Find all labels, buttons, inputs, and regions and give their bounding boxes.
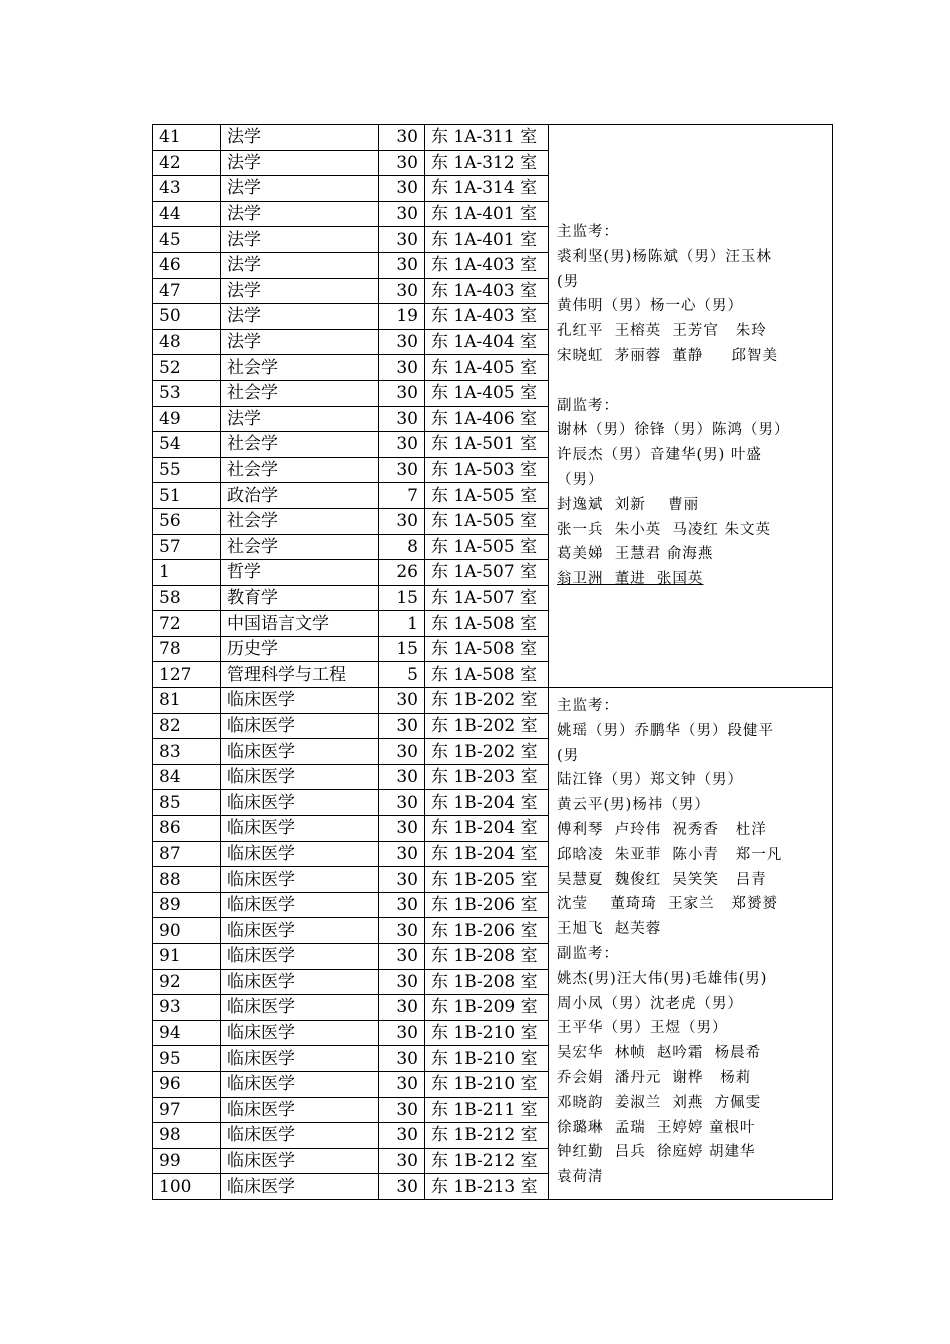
class-number-cell: 98 <box>153 1123 221 1149</box>
student-count-cell: 30 <box>379 432 425 458</box>
exam-room-cell: 东 1A-507 室 <box>425 560 549 586</box>
proctor-names-line: 陆江锋（男）郑文钟（男） <box>557 772 743 789</box>
class-number-cell: 96 <box>153 1071 221 1097</box>
student-count-cell: 30 <box>379 1071 425 1097</box>
student-count-cell: 30 <box>379 995 425 1021</box>
exam-room-cell: 东 1A-406 室 <box>425 406 549 432</box>
major-cell: 临床医学 <box>221 944 379 970</box>
major-cell: 哲学 <box>221 560 379 586</box>
exam-room-cell: 东 1A-508 室 <box>425 662 549 688</box>
student-count-cell: 30 <box>379 176 425 202</box>
exam-room-cell: 东 1B-208 室 <box>425 944 549 970</box>
student-count-cell: 30 <box>379 944 425 970</box>
student-count-cell: 30 <box>379 764 425 790</box>
major-cell: 法学 <box>221 201 379 227</box>
exam-room-cell: 东 1A-405 室 <box>425 355 549 381</box>
proctor-names-line: 张一兵 朱小英 马凌红 朱文英 <box>557 521 772 538</box>
class-number-cell: 1 <box>153 560 221 586</box>
proctor-names-line: 孔红平 王榕英 王芳官 朱玲 <box>557 323 767 340</box>
student-count-cell: 26 <box>379 560 425 586</box>
class-number-cell: 78 <box>153 636 221 662</box>
exam-room-cell: 东 1A-311 室 <box>425 125 549 151</box>
student-count-cell: 30 <box>379 1020 425 1046</box>
student-count-cell: 15 <box>379 585 425 611</box>
proctor-names-line: 周小凤（男）沈老虎（男） <box>557 995 743 1012</box>
class-number-cell: 47 <box>153 278 221 304</box>
exam-room-cell: 东 1B-204 室 <box>425 790 549 816</box>
class-number-cell: 72 <box>153 611 221 637</box>
major-cell: 法学 <box>221 125 379 151</box>
proctor-names-line: 傅利琴 卢玲伟 祝秀香 杜洋 <box>557 822 767 839</box>
major-cell: 社会学 <box>221 457 379 483</box>
major-cell: 政治学 <box>221 483 379 509</box>
class-number-cell: 89 <box>153 892 221 918</box>
major-cell: 临床医学 <box>221 1123 379 1149</box>
major-cell: 临床医学 <box>221 1097 379 1123</box>
student-count-cell: 30 <box>379 892 425 918</box>
proctor-names-line: 许辰杰（男）音建华(男) 叶盛 <box>557 447 762 464</box>
class-number-cell: 94 <box>153 1020 221 1046</box>
proctor-names-line: 宋晓虹 茅丽蓉 董静 邱智美 <box>557 348 778 365</box>
student-count-cell: 30 <box>379 1046 425 1072</box>
major-cell: 临床医学 <box>221 995 379 1021</box>
exam-room-cell: 东 1A-405 室 <box>425 380 549 406</box>
class-number-cell: 51 <box>153 483 221 509</box>
student-count-cell: 30 <box>379 739 425 765</box>
exam-room-cell: 东 1B-204 室 <box>425 816 549 842</box>
major-cell: 临床医学 <box>221 867 379 893</box>
major-cell: 法学 <box>221 252 379 278</box>
major-cell: 法学 <box>221 150 379 176</box>
exam-room-cell: 东 1A-404 室 <box>425 329 549 355</box>
exam-room-cell: 东 1A-505 室 <box>425 508 549 534</box>
exam-room-cell: 东 1A-508 室 <box>425 611 549 637</box>
major-cell: 社会学 <box>221 380 379 406</box>
exam-room-cell: 东 1A-503 室 <box>425 457 549 483</box>
exam-room-table <box>152 124 833 1200</box>
class-number-cell: 57 <box>153 534 221 560</box>
class-number-cell: 46 <box>153 252 221 278</box>
student-count-cell: 30 <box>379 227 425 253</box>
student-count-cell: 7 <box>379 483 425 509</box>
student-count-cell: 30 <box>379 508 425 534</box>
major-cell: 法学 <box>221 304 379 330</box>
major-cell: 社会学 <box>221 534 379 560</box>
class-number-cell: 43 <box>153 176 221 202</box>
exam-room-cell: 东 1A-403 室 <box>425 278 549 304</box>
exam-room-cell: 东 1A-403 室 <box>425 304 549 330</box>
exam-room-cell: 东 1B-208 室 <box>425 969 549 995</box>
proctor-role-heading: 副监考： <box>557 397 619 414</box>
exam-room-cell: 东 1B-204 室 <box>425 841 549 867</box>
proctor-names-line: 姚杰(男)汪大伟(男)毛雄伟(男) <box>557 970 768 987</box>
major-cell: 管理科学与工程 <box>221 662 379 688</box>
major-cell: 法学 <box>221 176 379 202</box>
exam-room-cell: 东 1A-312 室 <box>425 150 549 176</box>
major-cell: 法学 <box>221 406 379 432</box>
class-number-cell: 92 <box>153 969 221 995</box>
major-cell: 临床医学 <box>221 764 379 790</box>
table-row <box>153 688 833 714</box>
student-count-cell: 30 <box>379 1123 425 1149</box>
class-number-cell: 86 <box>153 816 221 842</box>
class-number-cell: 44 <box>153 201 221 227</box>
major-cell: 教育学 <box>221 585 379 611</box>
major-cell: 中国语言文学 <box>221 611 379 637</box>
class-number-cell: 91 <box>153 944 221 970</box>
student-count-cell: 30 <box>379 278 425 304</box>
student-count-cell: 30 <box>379 790 425 816</box>
class-number-cell: 55 <box>153 457 221 483</box>
major-cell: 临床医学 <box>221 1046 379 1072</box>
exam-room-cell: 东 1B-202 室 <box>425 713 549 739</box>
major-cell: 临床医学 <box>221 969 379 995</box>
student-count-cell: 30 <box>379 688 425 714</box>
proctor-names-line: (男 <box>557 273 580 290</box>
major-cell: 社会学 <box>221 508 379 534</box>
proctor-names-line: 王旭飞 赵芙蓉 <box>557 921 662 938</box>
proctor-names-line: 王平华（男）王煜（男） <box>557 1020 728 1037</box>
class-number-cell: 52 <box>153 355 221 381</box>
student-count-cell: 30 <box>379 252 425 278</box>
proctor-names-line: （男） <box>557 472 604 489</box>
exam-room-cell: 东 1A-403 室 <box>425 252 549 278</box>
class-number-cell: 81 <box>153 688 221 714</box>
class-number-cell: 88 <box>153 867 221 893</box>
student-count-cell: 30 <box>379 329 425 355</box>
student-count-cell: 30 <box>379 150 425 176</box>
student-count-cell: 5 <box>379 662 425 688</box>
student-count-cell: 30 <box>379 1097 425 1123</box>
proctor-names-line: 黄云平(男)杨祎（男） <box>557 797 710 814</box>
major-cell: 历史学 <box>221 636 379 662</box>
exam-room-cell: 东 1A-401 室 <box>425 201 549 227</box>
proctor-names-line: 裘利坚(男)杨陈斌（男）汪玉林 <box>557 248 772 265</box>
major-cell: 临床医学 <box>221 1071 379 1097</box>
proctor-names-line: 邓晓韵 姜淑兰 刘燕 方佩雯 <box>557 1094 762 1111</box>
exam-room-cell: 东 1A-505 室 <box>425 483 549 509</box>
class-number-cell: 99 <box>153 1148 221 1174</box>
class-number-cell: 58 <box>153 585 221 611</box>
exam-room-cell: 东 1A-505 室 <box>425 534 549 560</box>
exam-room-cell: 东 1A-314 室 <box>425 176 549 202</box>
major-cell: 临床医学 <box>221 841 379 867</box>
proctor-role-heading: 主监考： <box>557 698 619 715</box>
table-row <box>153 125 833 151</box>
major-cell: 临床医学 <box>221 790 379 816</box>
student-count-cell: 19 <box>379 304 425 330</box>
proctor-names-line: 邱晗凌 朱亚菲 陈小青 郑一凡 <box>557 846 783 863</box>
class-number-cell: 84 <box>153 764 221 790</box>
class-number-cell: 93 <box>153 995 221 1021</box>
class-number-cell: 50 <box>153 304 221 330</box>
proctor-names-line: 钟红勤 吕兵 徐庭婷 胡建华 <box>557 1144 756 1161</box>
class-number-cell: 54 <box>153 432 221 458</box>
major-cell: 临床医学 <box>221 1148 379 1174</box>
student-count-cell: 30 <box>379 841 425 867</box>
class-number-cell: 41 <box>153 125 221 151</box>
class-number-cell: 83 <box>153 739 221 765</box>
exam-room-cell: 东 1B-202 室 <box>425 739 549 765</box>
student-count-cell: 30 <box>379 867 425 893</box>
class-number-cell: 127 <box>153 662 221 688</box>
proctor-names-line: 吴慧夏 魏俊红 吴笑笑 吕青 <box>557 871 767 888</box>
exam-room-cell: 东 1B-211 室 <box>425 1097 549 1123</box>
proctor-names-line: 姚瑶（男）乔鹏华（男）段健平 <box>557 722 774 739</box>
proctor-list-cell <box>549 688 833 1200</box>
student-count-cell: 30 <box>379 918 425 944</box>
proctor-names-line: 乔会娟 潘丹元 谢桦 杨莉 <box>557 1070 752 1087</box>
class-number-cell: 56 <box>153 508 221 534</box>
major-cell: 临床医学 <box>221 892 379 918</box>
proctor-list-cell <box>549 125 833 688</box>
student-count-cell: 30 <box>379 457 425 483</box>
class-number-cell: 49 <box>153 406 221 432</box>
exam-room-cell: 东 1B-209 室 <box>425 995 549 1021</box>
proctor-names-line: 吴宏华 林帧 赵吟霜 杨晨希 <box>557 1045 762 1062</box>
exam-room-cell: 东 1B-203 室 <box>425 764 549 790</box>
major-cell: 社会学 <box>221 355 379 381</box>
student-count-cell: 1 <box>379 611 425 637</box>
class-number-cell: 100 <box>153 1174 221 1200</box>
exam-room-cell: 东 1B-205 室 <box>425 867 549 893</box>
exam-room-cell: 东 1A-508 室 <box>425 636 549 662</box>
class-number-cell: 90 <box>153 918 221 944</box>
exam-room-cell: 东 1B-212 室 <box>425 1148 549 1174</box>
exam-arrangement-sheet <box>152 124 832 1200</box>
class-number-cell: 87 <box>153 841 221 867</box>
proctor-names-line: 葛美娣 王慧君 俞海燕 <box>557 546 714 563</box>
student-count-cell: 30 <box>379 201 425 227</box>
class-number-cell: 95 <box>153 1046 221 1072</box>
major-cell: 法学 <box>221 329 379 355</box>
proctor-names-line: 徐璐琳 孟瑞 王婷婷 童根叶 <box>557 1119 756 1136</box>
student-count-cell: 30 <box>379 713 425 739</box>
exam-room-cell: 东 1B-210 室 <box>425 1046 549 1072</box>
exam-room-cell: 东 1B-213 室 <box>425 1174 549 1200</box>
student-count-cell: 30 <box>379 1174 425 1200</box>
staff-spacer <box>557 369 826 394</box>
student-count-cell: 30 <box>379 355 425 381</box>
class-number-cell: 85 <box>153 790 221 816</box>
major-cell: 法学 <box>221 227 379 253</box>
major-cell: 临床医学 <box>221 713 379 739</box>
proctor-names-line: 黄伟明（男）杨一心（男） <box>557 298 743 315</box>
table-body <box>153 125 833 1200</box>
exam-room-cell: 东 1B-202 室 <box>425 688 549 714</box>
class-number-cell: 53 <box>153 380 221 406</box>
major-cell: 法学 <box>221 278 379 304</box>
student-count-cell: 30 <box>379 406 425 432</box>
proctor-names-line: 沈莹 董琦琦 王家兰 郑赟赟 <box>557 896 778 913</box>
student-count-cell: 30 <box>379 816 425 842</box>
major-cell: 社会学 <box>221 432 379 458</box>
major-cell: 临床医学 <box>221 918 379 944</box>
major-cell: 临床医学 <box>221 816 379 842</box>
class-number-cell: 48 <box>153 329 221 355</box>
class-number-cell: 97 <box>153 1097 221 1123</box>
major-cell: 临床医学 <box>221 1020 379 1046</box>
exam-room-cell: 东 1A-507 室 <box>425 585 549 611</box>
exam-room-cell: 东 1A-501 室 <box>425 432 549 458</box>
proctor-role-heading: 副监考： <box>557 946 619 963</box>
student-count-cell: 30 <box>379 969 425 995</box>
proctor-names-line: (男 <box>557 747 580 764</box>
student-count-cell: 30 <box>379 125 425 151</box>
exam-room-cell: 东 1B-206 室 <box>425 892 549 918</box>
major-cell: 临床医学 <box>221 739 379 765</box>
student-count-cell: 15 <box>379 636 425 662</box>
proctor-role-heading: 主监考： <box>557 224 619 241</box>
student-count-cell: 30 <box>379 380 425 406</box>
exam-room-cell: 东 1A-401 室 <box>425 227 549 253</box>
exam-room-cell: 东 1B-206 室 <box>425 918 549 944</box>
exam-room-cell: 东 1B-212 室 <box>425 1123 549 1149</box>
student-count-cell: 30 <box>379 1148 425 1174</box>
proctor-names-line: 袁荷清 <box>557 1169 604 1186</box>
proctor-names-line: 谢林（男）徐锋（男）陈鸿（男） <box>557 422 790 439</box>
class-number-cell: 45 <box>153 227 221 253</box>
class-number-cell: 82 <box>153 713 221 739</box>
exam-room-cell: 东 1B-210 室 <box>425 1071 549 1097</box>
exam-room-cell: 东 1B-210 室 <box>425 1020 549 1046</box>
major-cell: 临床医学 <box>221 688 379 714</box>
class-number-cell: 42 <box>153 150 221 176</box>
student-count-cell: 8 <box>379 534 425 560</box>
major-cell: 临床医学 <box>221 1174 379 1200</box>
proctor-names-line: 封逸斌 刘新 曹丽 <box>557 496 700 513</box>
proctor-names-line: 翁卫洲 董进 张国英 <box>557 571 704 588</box>
